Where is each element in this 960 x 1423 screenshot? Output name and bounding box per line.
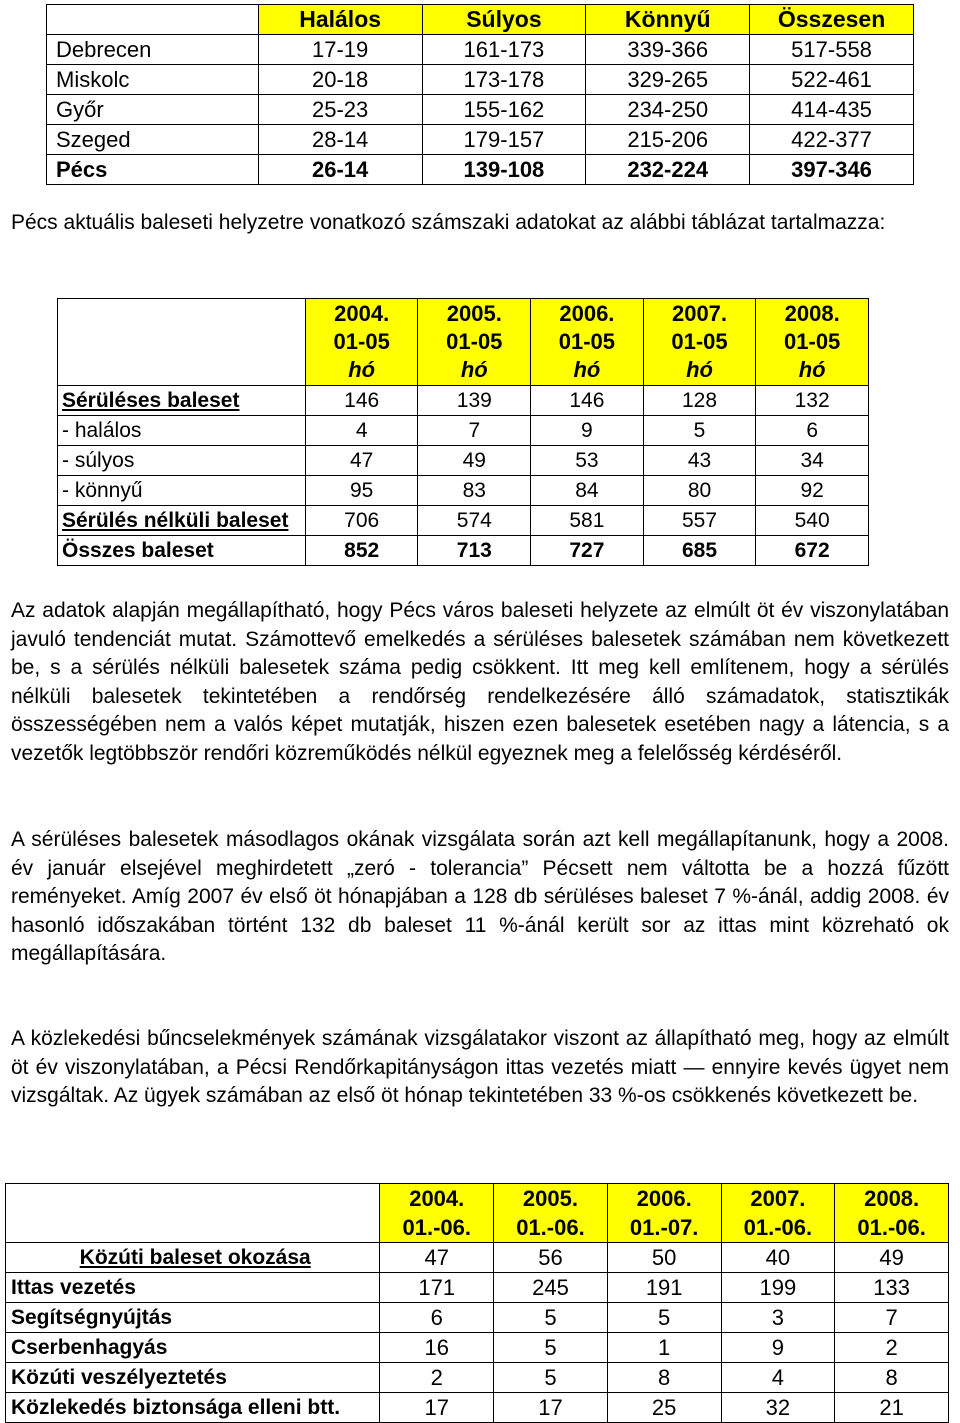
cell-value: 83 [418, 476, 531, 506]
header-year-2004: 2004. 01-05 hó [305, 299, 418, 386]
table-row [47, 65, 914, 95]
cell-value: 517-558 [750, 35, 914, 65]
cell-value: 53 [531, 446, 644, 476]
cell-value: 522-461 [750, 65, 914, 95]
cell-value: 9 [531, 416, 644, 446]
header-cell-empty [47, 5, 259, 35]
pecs-accidents-table [57, 298, 869, 566]
table-row [58, 386, 869, 416]
table-row [58, 446, 869, 476]
cell-value: 4 [721, 1363, 835, 1393]
cell-value: 173-178 [422, 65, 586, 95]
row-label: - súlyos [58, 446, 306, 476]
table-row [6, 1303, 949, 1333]
cell-value: 397-346 [750, 155, 914, 185]
cell-value: 672 [756, 536, 869, 566]
regional-accidents-table [46, 4, 914, 185]
cell-value: 34 [756, 446, 869, 476]
row-label: Segítségnyújtás [6, 1303, 380, 1333]
cell-value: 7 [835, 1303, 949, 1333]
cell-value: 171 [380, 1273, 494, 1303]
cell-value: 5 [494, 1363, 608, 1393]
city-name: Pécs [47, 155, 259, 185]
cell-value: 2 [835, 1333, 949, 1363]
cell-value: 84 [531, 476, 644, 506]
row-label: Ittas vezetés [6, 1273, 380, 1303]
cell-value: 574 [418, 506, 531, 536]
cell-value: 146 [305, 386, 418, 416]
cell-value: 32 [721, 1393, 835, 1423]
row-label: Sérüléses baleset [58, 386, 306, 416]
cell-value: 191 [607, 1273, 721, 1303]
cell-value: 5 [607, 1303, 721, 1333]
header-fatal: Halálos [258, 5, 422, 35]
table-row [47, 35, 914, 65]
table-row [58, 416, 869, 446]
cell-value: 49 [835, 1243, 949, 1273]
header-total: Összesen [750, 5, 914, 35]
analysis-paragraph-3: A közlekedési bűncselekmények számának vizsgálatakor viszont az állapítható meg, hogy az elmúlt öt év viszonylatában, a Pécsi Rendőrkapitányságon ittas vezetés miatt — ennyire kevés ügyet nem vizsgáltak. Az ügyek számában az első öt hónap tekintetében 33 %-os csökkenés következett be. [11, 1027, 949, 1107]
cell-value: 199 [721, 1273, 835, 1303]
row-label: Közúti baleset okozása [6, 1243, 380, 1273]
cell-value: 49 [418, 446, 531, 476]
cell-value: 80 [643, 476, 756, 506]
cell-value: 339-366 [586, 35, 750, 65]
cell-value: 179-157 [422, 125, 586, 155]
cell-value: 7 [418, 416, 531, 446]
table-row [58, 506, 869, 536]
analysis-paragraph-2: A sérüléses balesetek másodlagos okának vizsgálata során azt kell megállapítanunk, hogy a 2008. év január elsejével meghirdetett „zeró - tolerancia” Pécsett nem váltotta be a hozzá fűzött reményeket. Amíg 2007 év első öt hónapjában a 128 db sérüléses baleset 7 %-ánál, addig 2008. év hasonló időszakában történt 132 db baleset 11 %-ánál került sor az ittas mint közreható ok megállapítására. [11, 828, 949, 965]
cell-value: 3 [721, 1303, 835, 1333]
row-label: - könnyű [58, 476, 306, 506]
cell-value: 132 [756, 386, 869, 416]
cell-value: 28-14 [258, 125, 422, 155]
cell-value: 540 [756, 506, 869, 536]
row-label: Közúti veszélyeztetés [6, 1363, 380, 1393]
cell-value: 852 [305, 536, 418, 566]
cell-value: 43 [643, 446, 756, 476]
header-year-2008: 2008. 01-05 hó [756, 299, 869, 386]
traffic-crimes-table [5, 1183, 949, 1423]
cell-value: 17 [380, 1393, 494, 1423]
cell-value: 5 [494, 1303, 608, 1333]
cell-value: 8 [835, 1363, 949, 1393]
header-year-2008: 2008. 01.-06. [835, 1184, 949, 1243]
cell-value: 25 [607, 1393, 721, 1423]
cell-value: 139 [418, 386, 531, 416]
row-label: Összes baleset [58, 536, 306, 566]
table-header-row [47, 5, 914, 35]
cell-value: 47 [305, 446, 418, 476]
intro-paragraph: Pécs aktuális baleseti helyzetre vonatkozó számszaki adatokat az alábbi táblázat tartalmazza: [11, 211, 886, 234]
cell-value: 234-250 [586, 95, 750, 125]
cell-value: 17-19 [258, 35, 422, 65]
row-label: Közlekedés biztonsága elleni btt. [6, 1393, 380, 1423]
cell-value: 25-23 [258, 95, 422, 125]
cell-value: 422-377 [750, 125, 914, 155]
row-label: - halálos [58, 416, 306, 446]
table-row [6, 1333, 949, 1363]
cell-value: 40 [721, 1243, 835, 1273]
cell-value: 56 [494, 1243, 608, 1273]
table-row-total [58, 536, 869, 566]
table-row [47, 125, 914, 155]
table-row [6, 1393, 949, 1423]
cell-value: 155-162 [422, 95, 586, 125]
header-year-2007: 2007. 01-05 hó [643, 299, 756, 386]
city-name: Debrecen [47, 35, 259, 65]
header-year-2005: 2005. 01-05 hó [418, 299, 531, 386]
cell-value: 9 [721, 1333, 835, 1363]
city-name: Miskolc [47, 65, 259, 95]
header-year-2006: 2006. 01.-07. [607, 1184, 721, 1243]
row-label: Cserbenhagyás [6, 1333, 380, 1363]
row-label: Sérülés nélküli baleset [58, 506, 306, 536]
table-row [6, 1243, 949, 1273]
header-year-2005: 2005. 01.-06. [494, 1184, 608, 1243]
cell-value: 2 [380, 1363, 494, 1393]
header-cell-empty [58, 299, 306, 386]
cell-value: 329-265 [586, 65, 750, 95]
table-header-row [58, 299, 869, 386]
header-cell-empty [6, 1184, 380, 1243]
cell-value: 727 [531, 536, 644, 566]
cell-value: 232-224 [586, 155, 750, 185]
cell-value: 92 [756, 476, 869, 506]
cell-value: 581 [531, 506, 644, 536]
table-row-pecs [47, 155, 914, 185]
table-header-row [6, 1184, 949, 1243]
cell-value: 161-173 [422, 35, 586, 65]
cell-value: 706 [305, 506, 418, 536]
cell-value: 95 [305, 476, 418, 506]
cell-value: 133 [835, 1273, 949, 1303]
table-row [6, 1363, 949, 1393]
header-year-2004: 2004. 01.-06. [380, 1184, 494, 1243]
cell-value: 6 [756, 416, 869, 446]
header-year-2007: 2007. 01.-06. [721, 1184, 835, 1243]
cell-value: 5 [643, 416, 756, 446]
cell-value: 26-14 [258, 155, 422, 185]
cell-value: 557 [643, 506, 756, 536]
cell-value: 16 [380, 1333, 494, 1363]
cell-value: 146 [531, 386, 644, 416]
table-row [6, 1273, 949, 1303]
table-row [58, 476, 869, 506]
cell-value: 713 [418, 536, 531, 566]
cell-value: 5 [494, 1333, 608, 1363]
cell-value: 215-206 [586, 125, 750, 155]
cell-value: 8 [607, 1363, 721, 1393]
cell-value: 20-18 [258, 65, 422, 95]
city-name: Győr [47, 95, 259, 125]
cell-value: 128 [643, 386, 756, 416]
cell-value: 6 [380, 1303, 494, 1333]
header-year-2006: 2006. 01-05 hó [531, 299, 644, 386]
header-light: Könnyű [586, 5, 750, 35]
cell-value: 139-108 [422, 155, 586, 185]
cell-value: 21 [835, 1393, 949, 1423]
cell-value: 47 [380, 1243, 494, 1273]
cell-value: 1 [607, 1333, 721, 1363]
cell-value: 50 [607, 1243, 721, 1273]
analysis-paragraph-1: Az adatok alapján megállapítható, hogy Pécs város baleseti helyzete az elmúlt öt év viszonylatában javuló tendenciát mutat. Számottevő emelkedés a sérüléses balesetek számában nem következett be, s a sérülés nélküli balesetek száma pedig csökkent. Itt meg kell említenem, hogy a sérülés nélküli balesetek tekintetében a rendőrség rendelkezésére álló számadatok, statisztikák összességében nem a valós képet mutatják, hiszen ezen balesetek esetében nagy a látencia, s a vezetők legtöbbször rendőri közreműködés nélkül egyeznek meg a felelősség kérdéséről. [11, 599, 949, 765]
cell-value: 685 [643, 536, 756, 566]
cell-value: 17 [494, 1393, 608, 1423]
table-row [47, 95, 914, 125]
cell-value: 414-435 [750, 95, 914, 125]
city-name: Szeged [47, 125, 259, 155]
cell-value: 245 [494, 1273, 608, 1303]
cell-value: 4 [305, 416, 418, 446]
header-serious: Súlyos [422, 5, 586, 35]
